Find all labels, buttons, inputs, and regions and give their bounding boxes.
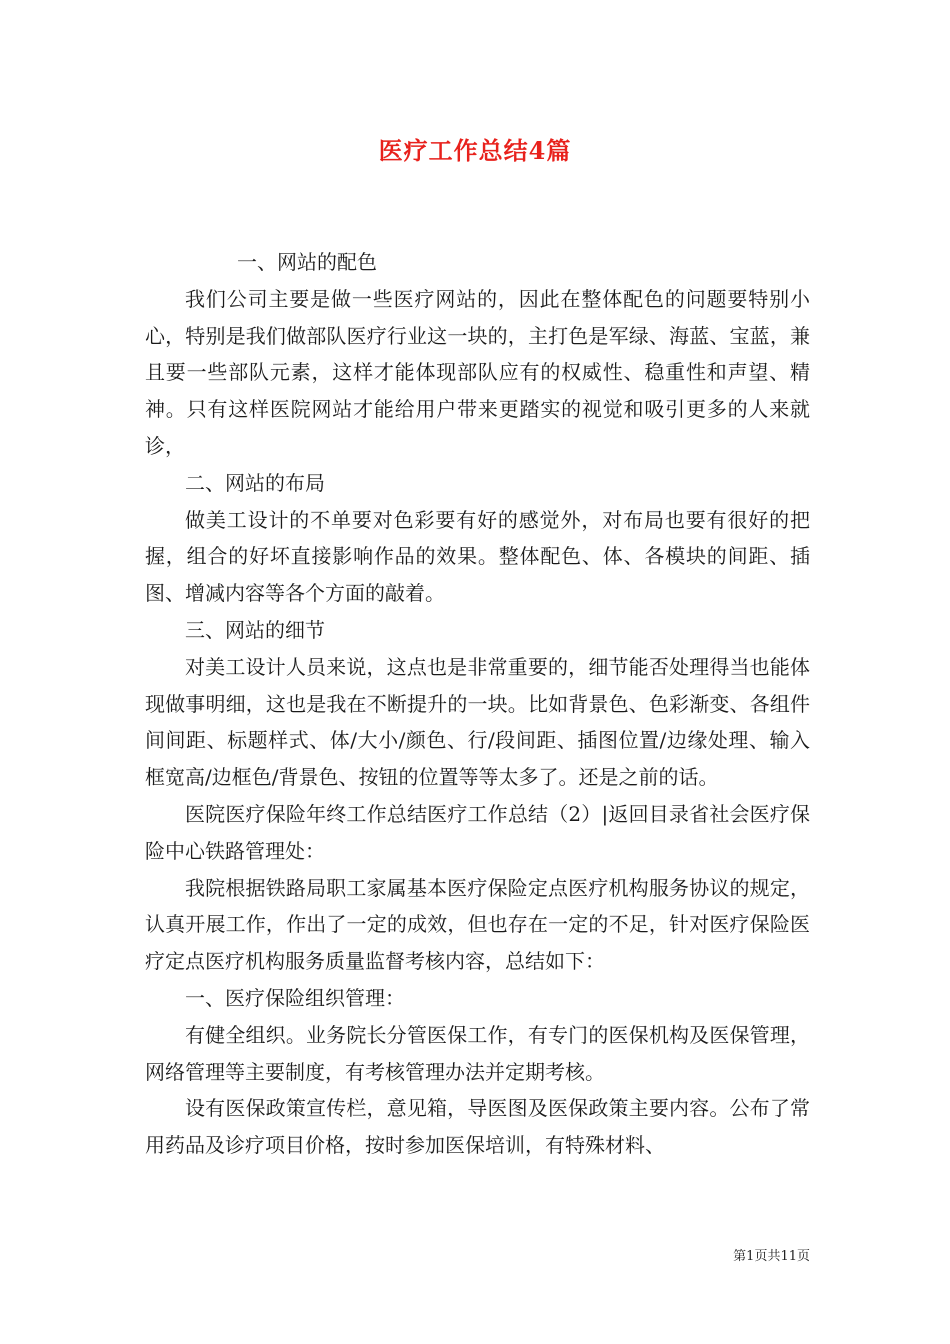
paragraph-color-scheme: 我们公司主要是做一些医疗网站的，因此在整体配色的问题要特别小心，特别是我们做部队医疗行业这一块的，主打色是军绿、海蓝、宝蓝，兼且要一些部队元素，这样才能体现部队应有的权威性、稳重性和声望、精神。只有这样医院网站才能给用户带来更踏实的视觉和吸引更多的人来就诊， bbox=[145, 286, 810, 458]
section-heading-color-scheme: 一、网站的配色 bbox=[237, 250, 377, 274]
section-heading-insurance-organization: 一、医疗保险组织管理： bbox=[185, 985, 405, 1010]
document-title: 医疗工作总结4篇 bbox=[378, 136, 572, 165]
paragraph-insurance-summary-intro: 医院医疗保险年终工作总结医疗工作总结（2）|返回目录省社会医疗保险中心铁路管理处： bbox=[145, 801, 810, 863]
paragraph-layout: 做美工设计的不单要对色彩要有好的感觉外，对布局也要有很好的把握，组合的好坏直接影响作品的效果。整体配色、体、各模块的间距、插图、增减内容等各个方面的敲着。 bbox=[145, 507, 810, 606]
page-number-footer: 第1页共11页 bbox=[733, 1249, 810, 1264]
paragraph-insurance-agreement: 我院根据铁路局职工家属基本医疗保险定点医疗机构服务协议的规定，认真开展工作，作出了一定的成效，但也存在一定的不足，针对医疗保险医疗定点医疗机构服务质量监督考核内容，总结如下： bbox=[145, 875, 810, 974]
section-heading-layout: 二、网站的布局 bbox=[185, 470, 325, 495]
paragraph-details: 对美工设计人员来说，这点也是非常重要的，细节能否处理得当也能体现做事明细，这也是我在不断提升的一块。比如背景色、色彩渐变、各组件间间距、标题样式、体/大小/颜色、行/段间距、插图位置/边缘处理、输入框宽高/边框色/背景色、按钮的位置等等太多了。还是之前的话。 bbox=[145, 654, 810, 790]
section-heading-details: 三、网站的细节 bbox=[185, 617, 325, 642]
document-body bbox=[145, 244, 810, 1164]
paragraph-policy-publicity: 设有医保政策宣传栏，意见箱，导医图及医保政策主要内容。公布了常用药品及诊疗项目价格，按时参加医保培训，有特殊材料、 bbox=[145, 1096, 810, 1158]
paragraph-organization: 有健全组织。业务院长分管医保工作，有专门的医保机构及医保管理，网络管理等主要制度，有考核管理办法并定期考核。 bbox=[145, 1022, 810, 1084]
